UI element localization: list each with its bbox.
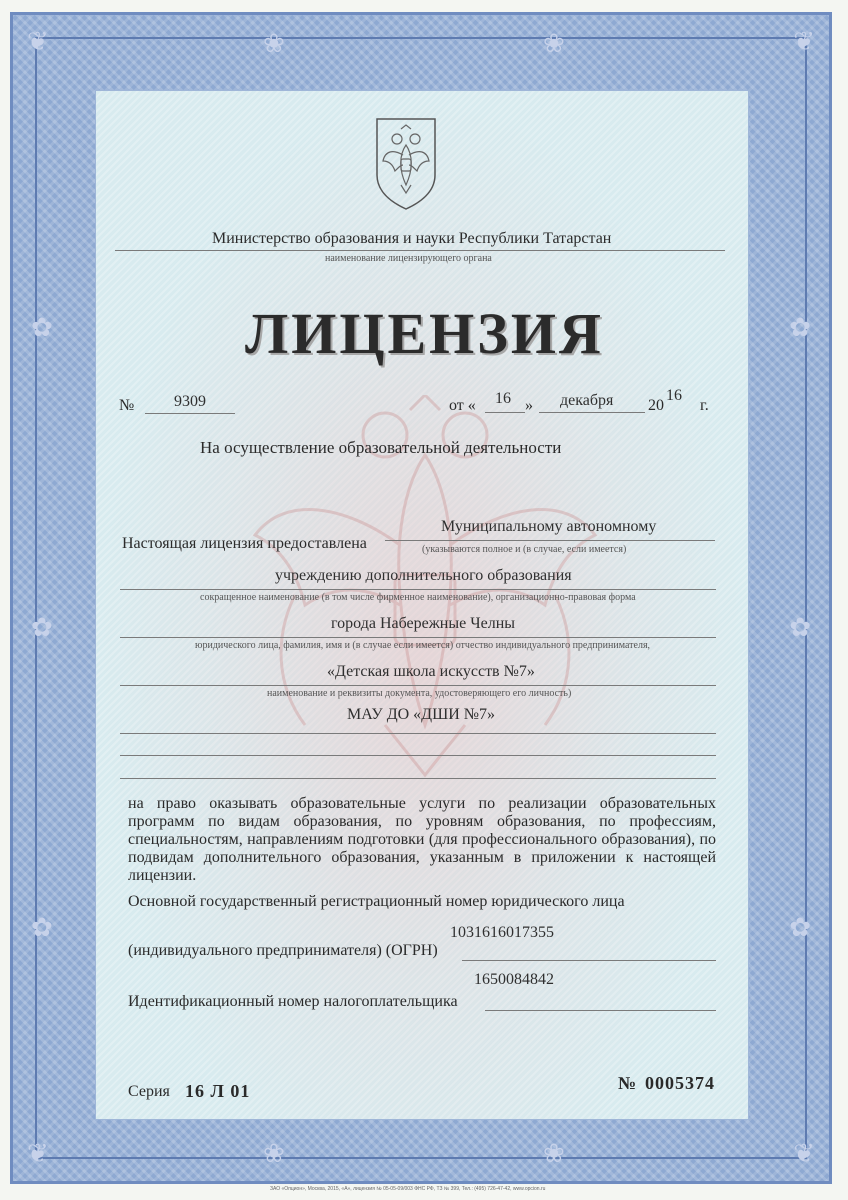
authority-underline xyxy=(115,250,725,251)
side-ornament-left-2: ✿ xyxy=(31,613,53,642)
coat-of-arms-icon xyxy=(371,115,441,211)
inn-label: Идентификационный номер налогоплательщика xyxy=(128,993,458,1010)
licensee-line-1: Муниципальному автономному xyxy=(441,518,657,535)
date-year-prefix: 20 xyxy=(648,397,664,414)
series-label: Серия xyxy=(128,1083,170,1100)
blank-number-label: № xyxy=(618,1073,638,1093)
ogrn-underline xyxy=(462,960,716,961)
license-paper xyxy=(95,90,749,1120)
top-ornament-2: ❀ xyxy=(543,29,565,58)
licensee-line-2-underline xyxy=(120,589,716,590)
caption-2: сокращенное наименование (в том числе фирменное наименование), организационно-правовая форма xyxy=(200,592,636,603)
license-title: ЛИЦЕНЗИЯ xyxy=(245,301,604,366)
inn-value: 1650084842 xyxy=(474,971,554,988)
inn-underline xyxy=(485,1010,716,1011)
date-month: декабря xyxy=(560,392,614,409)
bottom-ornament-2: ❀ xyxy=(543,1139,565,1168)
side-ornament-right-2: ✿ xyxy=(789,613,811,642)
side-ornament-left-3: ✿ xyxy=(31,913,53,942)
licensee-line-5-underline xyxy=(120,733,716,734)
top-ornament-1: ❀ xyxy=(263,29,285,58)
corner-ornament-top-right: ❦ xyxy=(793,27,815,56)
license-number: 9309 xyxy=(174,393,206,410)
printer-imprint: ЗАО «Опцион», Москва, 2015, «А», лицензия № 05-05-09/003 ФНС РФ, ТЗ № 399, Тел.: (495) 726-47-42, www.opcion.ru xyxy=(270,1186,546,1192)
blank-line-1 xyxy=(120,755,716,756)
date-month-underline xyxy=(539,412,645,413)
caption-4: наименование и реквизиты документа, удостоверяющего его личность) xyxy=(267,688,572,699)
granted-label: Настоящая лицензия предоставлена xyxy=(122,535,367,552)
blank-line-2 xyxy=(120,778,716,779)
date-year-suffix: 16 xyxy=(666,387,682,404)
license-rights-text: на право оказывать образовательные услуги по реализации образовательных программ по видам образования, по уровням образования, по профессиям, специальностям, направлениям подготовки (для профессионального образования), по подвидам дополнительного образования, указанным в приложении к настоящей лицензии. xyxy=(128,795,716,884)
ogrn-label-1: Основной государственный регистрационный номер юридического лица xyxy=(128,893,625,910)
caption-1: (указываются полное и (в случае, если имеется) xyxy=(422,544,627,555)
date-day-underline xyxy=(485,412,525,413)
number-label: № xyxy=(119,397,135,414)
corner-ornament-bottom-left: ❦ xyxy=(27,1139,49,1168)
date-day: 16 xyxy=(495,390,511,407)
caption-3: юридического лица, фамилия, имя и (в случае если имеется) отчество индивидуального предпринимателя, xyxy=(195,640,651,651)
blank-number: 0005374 xyxy=(645,1073,715,1093)
side-ornament-right-1: ✿ xyxy=(789,313,811,342)
corner-ornament-top-left: ❦ xyxy=(27,27,49,56)
licensee-line-4: «Детская школа искусств №7» xyxy=(327,663,535,680)
bottom-ornament-1: ❀ xyxy=(263,1139,285,1168)
side-ornament-left-1: ✿ xyxy=(31,313,53,342)
licensee-line-5: МАУ ДО «ДШИ №7» xyxy=(347,706,496,723)
authority-caption: наименование лицензирующего органа xyxy=(325,253,492,264)
date-close-quote: » xyxy=(525,397,533,414)
licensee-line-2: учреждению дополнительного образования xyxy=(275,567,572,584)
date-from-label: от « xyxy=(449,397,476,414)
licensee-line-4-underline xyxy=(120,685,716,686)
side-ornament-right-3: ✿ xyxy=(789,913,811,942)
ogrn-value: 1031616017355 xyxy=(450,924,554,941)
corner-ornament-bottom-right: ❦ xyxy=(793,1139,815,1168)
license-purpose: На осуществление образовательной деятельности xyxy=(200,438,562,457)
ogrn-label-2: (индивидуального предпринимателя) (ОГРН) xyxy=(128,942,438,959)
number-underline xyxy=(145,413,235,414)
licensee-line-1-underline xyxy=(385,540,715,541)
licensee-line-3: города Набережные Челны xyxy=(331,615,515,632)
date-year-unit: г. xyxy=(700,397,709,414)
issuing-authority: Министерство образования и науки Республики Татарстан xyxy=(212,230,612,247)
series-value: 16 Л 01 xyxy=(185,1081,251,1101)
licensee-line-3-underline xyxy=(120,637,716,638)
